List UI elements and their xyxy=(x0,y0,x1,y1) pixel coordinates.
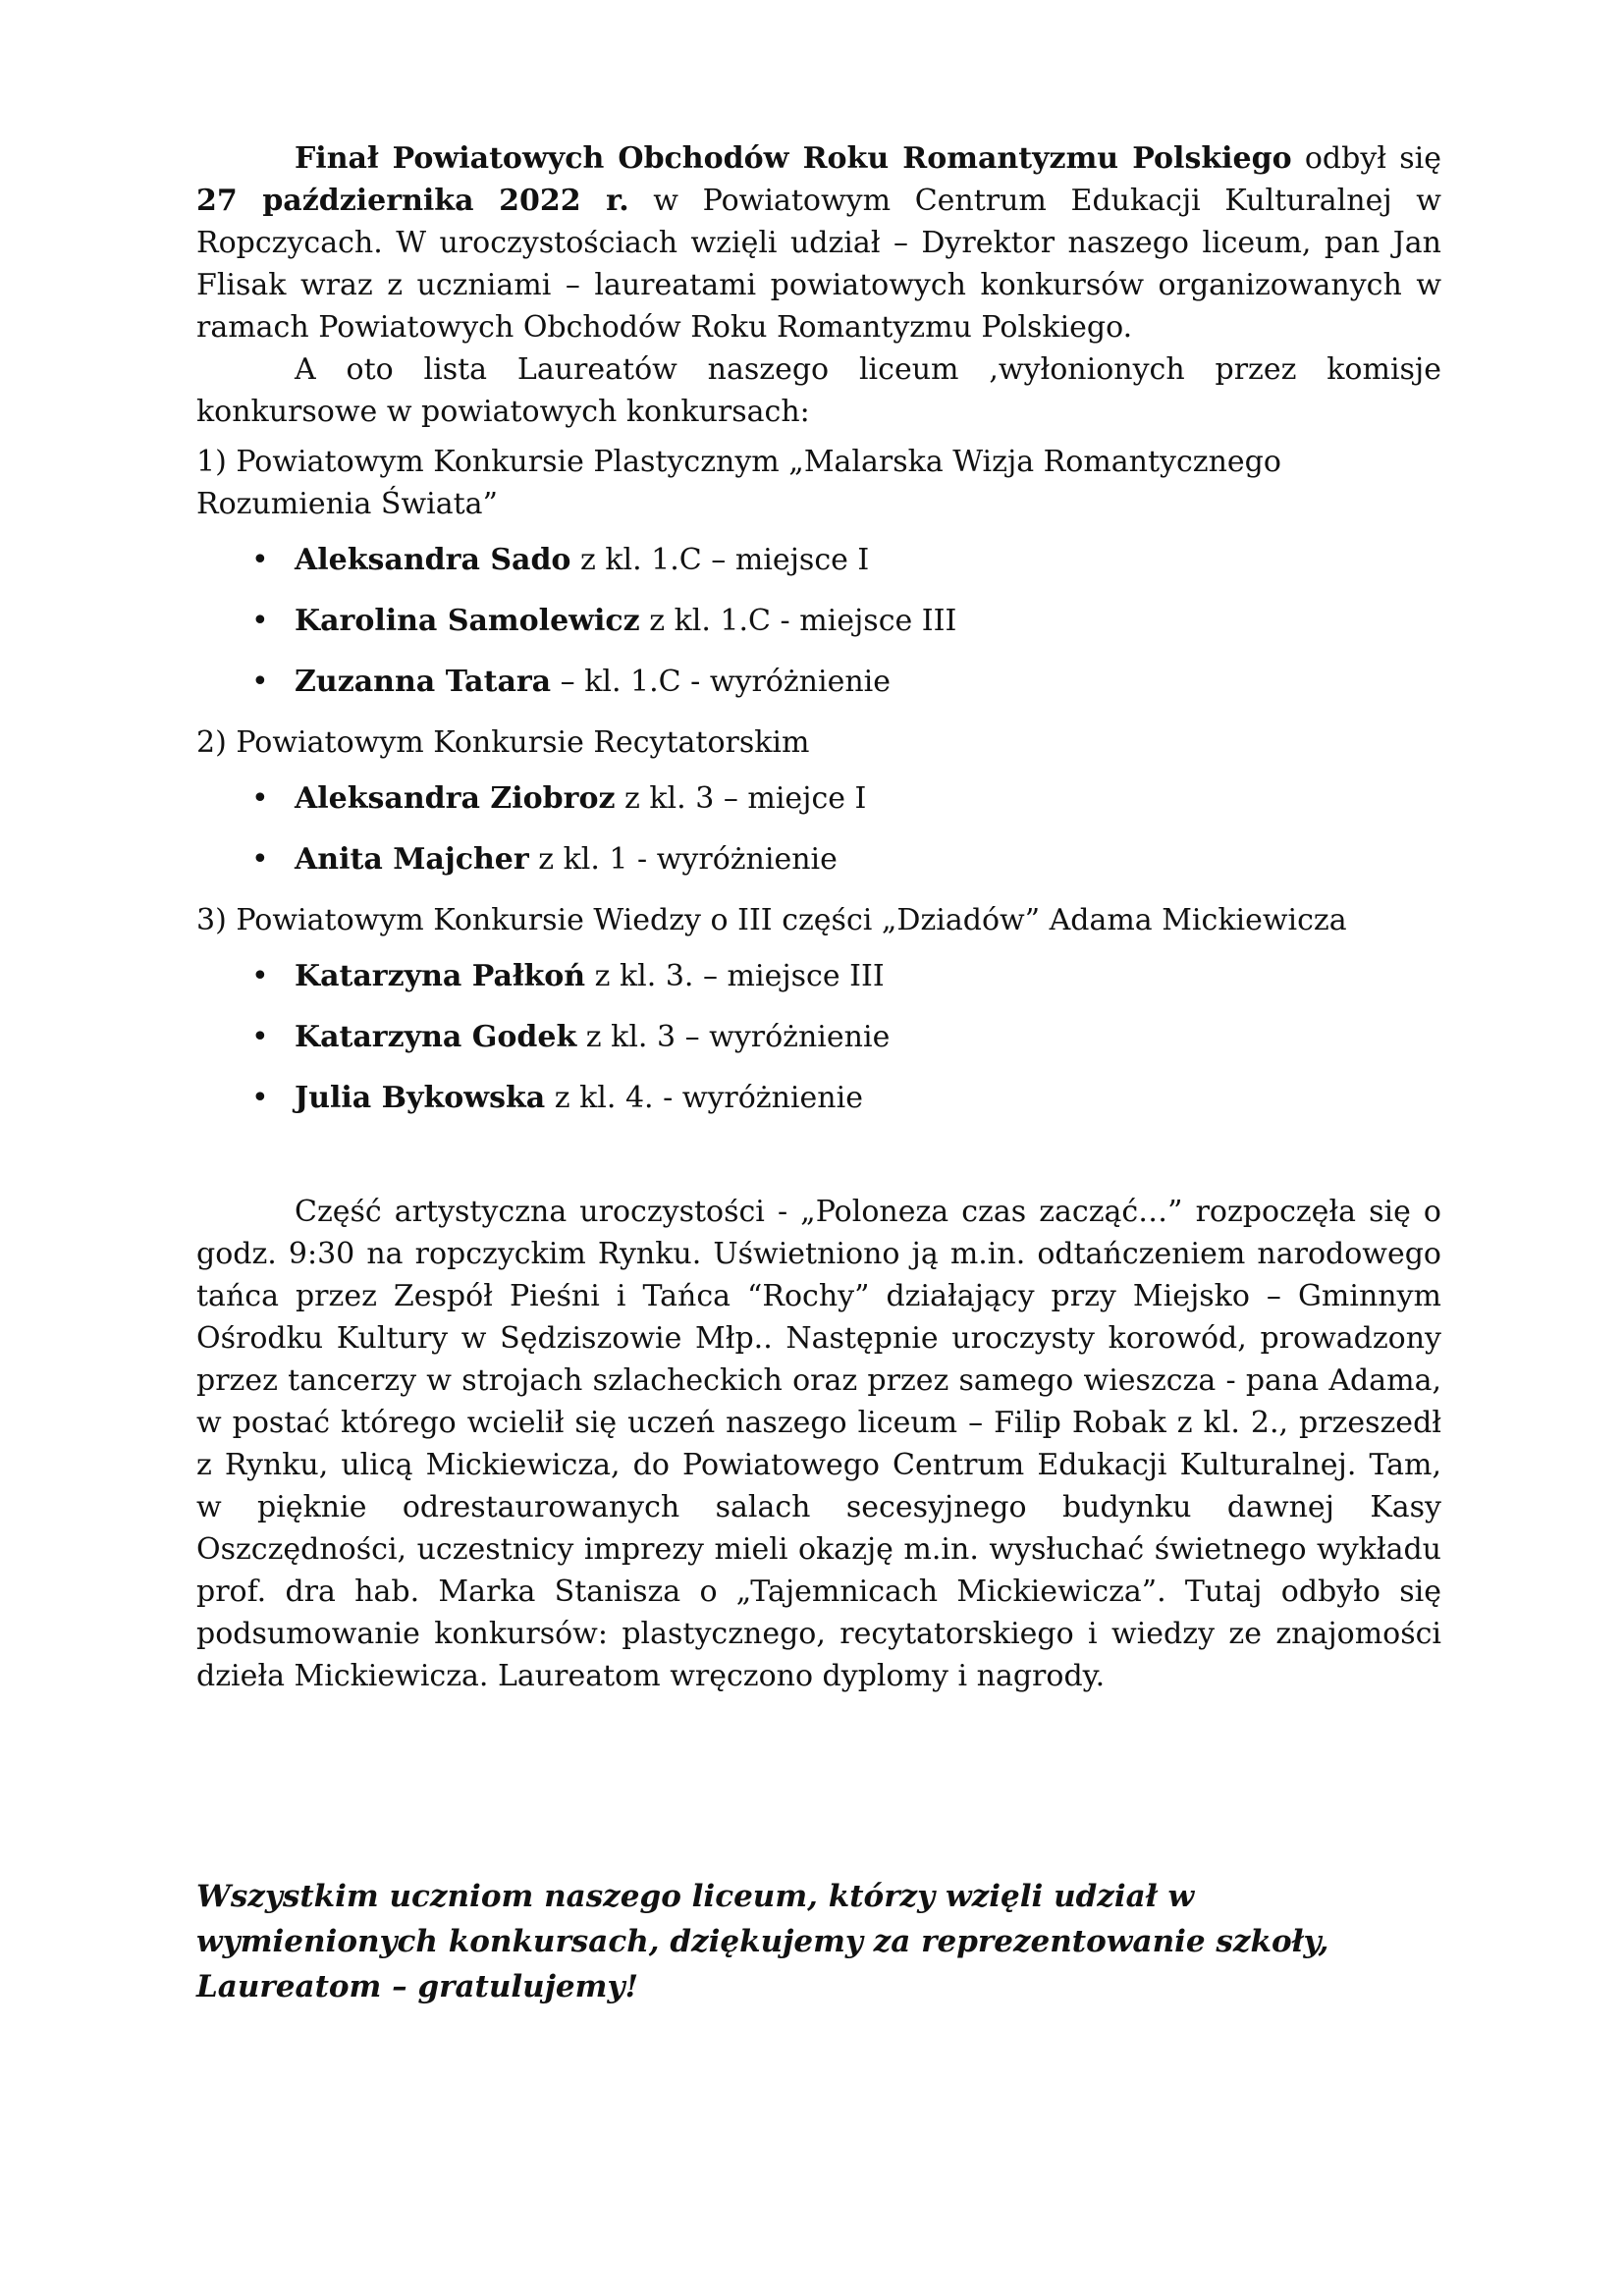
laureate-item xyxy=(196,955,1441,997)
laureate-detail: z kl. 4. - wyróżnienie xyxy=(545,1081,863,1115)
laureate-list-1 xyxy=(196,539,1441,703)
intro-bold-title: Finał Powiatowych Obchodów Roku Romantyzmu Polskiego xyxy=(295,141,1292,176)
closing-thanks: Wszystkim uczniom naszego liceum, którzy wzięli udział w wymienionych konkursach, dziękujemy za reprezentowanie szkoły, Laureatom – gratulujemy! xyxy=(196,1879,1329,2004)
laureate-detail: z kl. 1.C – miejsce I xyxy=(570,543,870,577)
laureate-item xyxy=(196,838,1441,881)
laureate-name: Zuzanna Tatara xyxy=(295,665,552,699)
bullet-icon: • xyxy=(251,959,269,993)
intro-paragraph xyxy=(196,137,1441,348)
laureate-detail: – kl. 1.C - wyróżnienie xyxy=(551,665,892,699)
laureate-detail: z kl. 1.C - miejsce III xyxy=(639,604,957,638)
laureate-name: Katarzyna Godek xyxy=(295,1020,577,1054)
bullet-icon: • xyxy=(251,1020,269,1054)
laureate-name: Katarzyna Pałkoń xyxy=(295,959,586,993)
bullet-icon: • xyxy=(251,1081,269,1115)
laureate-detail: z kl. 3 – wyróżnienie xyxy=(576,1020,891,1054)
intro-bold-date: 27 października 2022 r. xyxy=(196,184,629,218)
bullet-icon: • xyxy=(251,781,269,816)
bullet-icon: • xyxy=(251,665,269,699)
laureate-name: Karolina Samolewicz xyxy=(295,604,640,638)
laureate-item xyxy=(196,600,1441,642)
list-intro-paragraph: A oto lista Laureatów naszego liceum ,wyłonionych przez komisje konkursowe w powiatowych konkursach: xyxy=(196,352,1441,429)
laureate-item xyxy=(196,1077,1441,1119)
laureate-name: Julia Bykowska xyxy=(295,1081,546,1115)
laureate-list-3 xyxy=(196,955,1441,1119)
ceremony-paragraph: Część artystyczna uroczystości - „Poloneza czas zacząć…” rozpoczęła się o godz. 9:30 na ropczyckim Rynku. Uświetniono ją m.in. odtańczeniem narodowego tańca przez Zespół Pieśni i Tańca “Rochy” działający przy Miejsko – Gminnym Ośrodku Kultury w Sędziszowie Młp.. Następnie uroczysty korowód, prowadzony przez tancerzy w strojach szlacheckich oraz przez samego wieszcza - pana Adama, w postać którego wcielił się uczeń naszego liceum – Filip Robak z kl. 2., przeszedł z Rynku, ulicą Mickiewicza, do Powiatowego Centrum Edukacji Kulturalnej. Tam, w pięknie odrestaurowanych salach secesyjnego budynku dawnej Kasy Oszczędności, uczestnicy imprezy mieli okazję m.in. wysłuchać świetnego wykładu prof. dra hab. Marka Stanisza o „Tajemnicach Mickiewicza”. Tutaj odbyło się podsumowanie konkursów: plastycznego, recytatorskiego i wiedzy ze znajomości dzieła Mickiewicza. Laureatom wręczono dyplomy i nagrody. xyxy=(196,1195,1441,1693)
bullet-icon: • xyxy=(251,842,269,877)
laureate-item xyxy=(196,1016,1441,1058)
laureate-item xyxy=(196,539,1441,581)
bullet-icon: • xyxy=(251,543,269,577)
competition-title-1: 1) Powiatowym Konkursie Plastycznym „Malarska Wizja Romantycznego Rozumienia Świata” xyxy=(196,445,1281,521)
intro-text-2: w Powiatowym Centrum Edukacji Kulturalnej w Ropczycach. W uroczystościach wzięli udział – Dyrektor naszego liceum, pan Jan Flisak wraz z uczniami – laureatami powiatowych konkursów organizowanych w ramach Powiatowych Obchodów Roku Romantyzmu Polskiego. xyxy=(196,184,1441,345)
competition-title-3: 3) Powiatowym Konkursie Wiedzy o III części „Dziadów” Adama Mickiewicza xyxy=(196,903,1347,937)
spacer xyxy=(196,1138,1441,1191)
laureate-detail: z kl. 3. – miejsce III xyxy=(585,959,885,993)
intro-text-1: odbył się xyxy=(1291,141,1441,176)
laureate-name: Aleksandra Ziobroz xyxy=(295,781,616,816)
laureate-name: Aleksandra Sado xyxy=(295,543,571,577)
laureate-detail: z kl. 3 – miejce I xyxy=(615,781,867,816)
laureate-list-2 xyxy=(196,777,1441,881)
laureate-name: Anita Majcher xyxy=(295,842,529,877)
laureate-item xyxy=(196,777,1441,820)
document-page xyxy=(196,137,1441,2009)
bullet-icon: • xyxy=(251,604,269,638)
laureate-detail: z kl. 1 - wyróżnienie xyxy=(528,842,838,877)
competition-title-2: 2) Powiatowym Konkursie Recytatorskim xyxy=(196,725,810,760)
laureate-item xyxy=(196,661,1441,703)
spacer xyxy=(196,1697,1441,1874)
